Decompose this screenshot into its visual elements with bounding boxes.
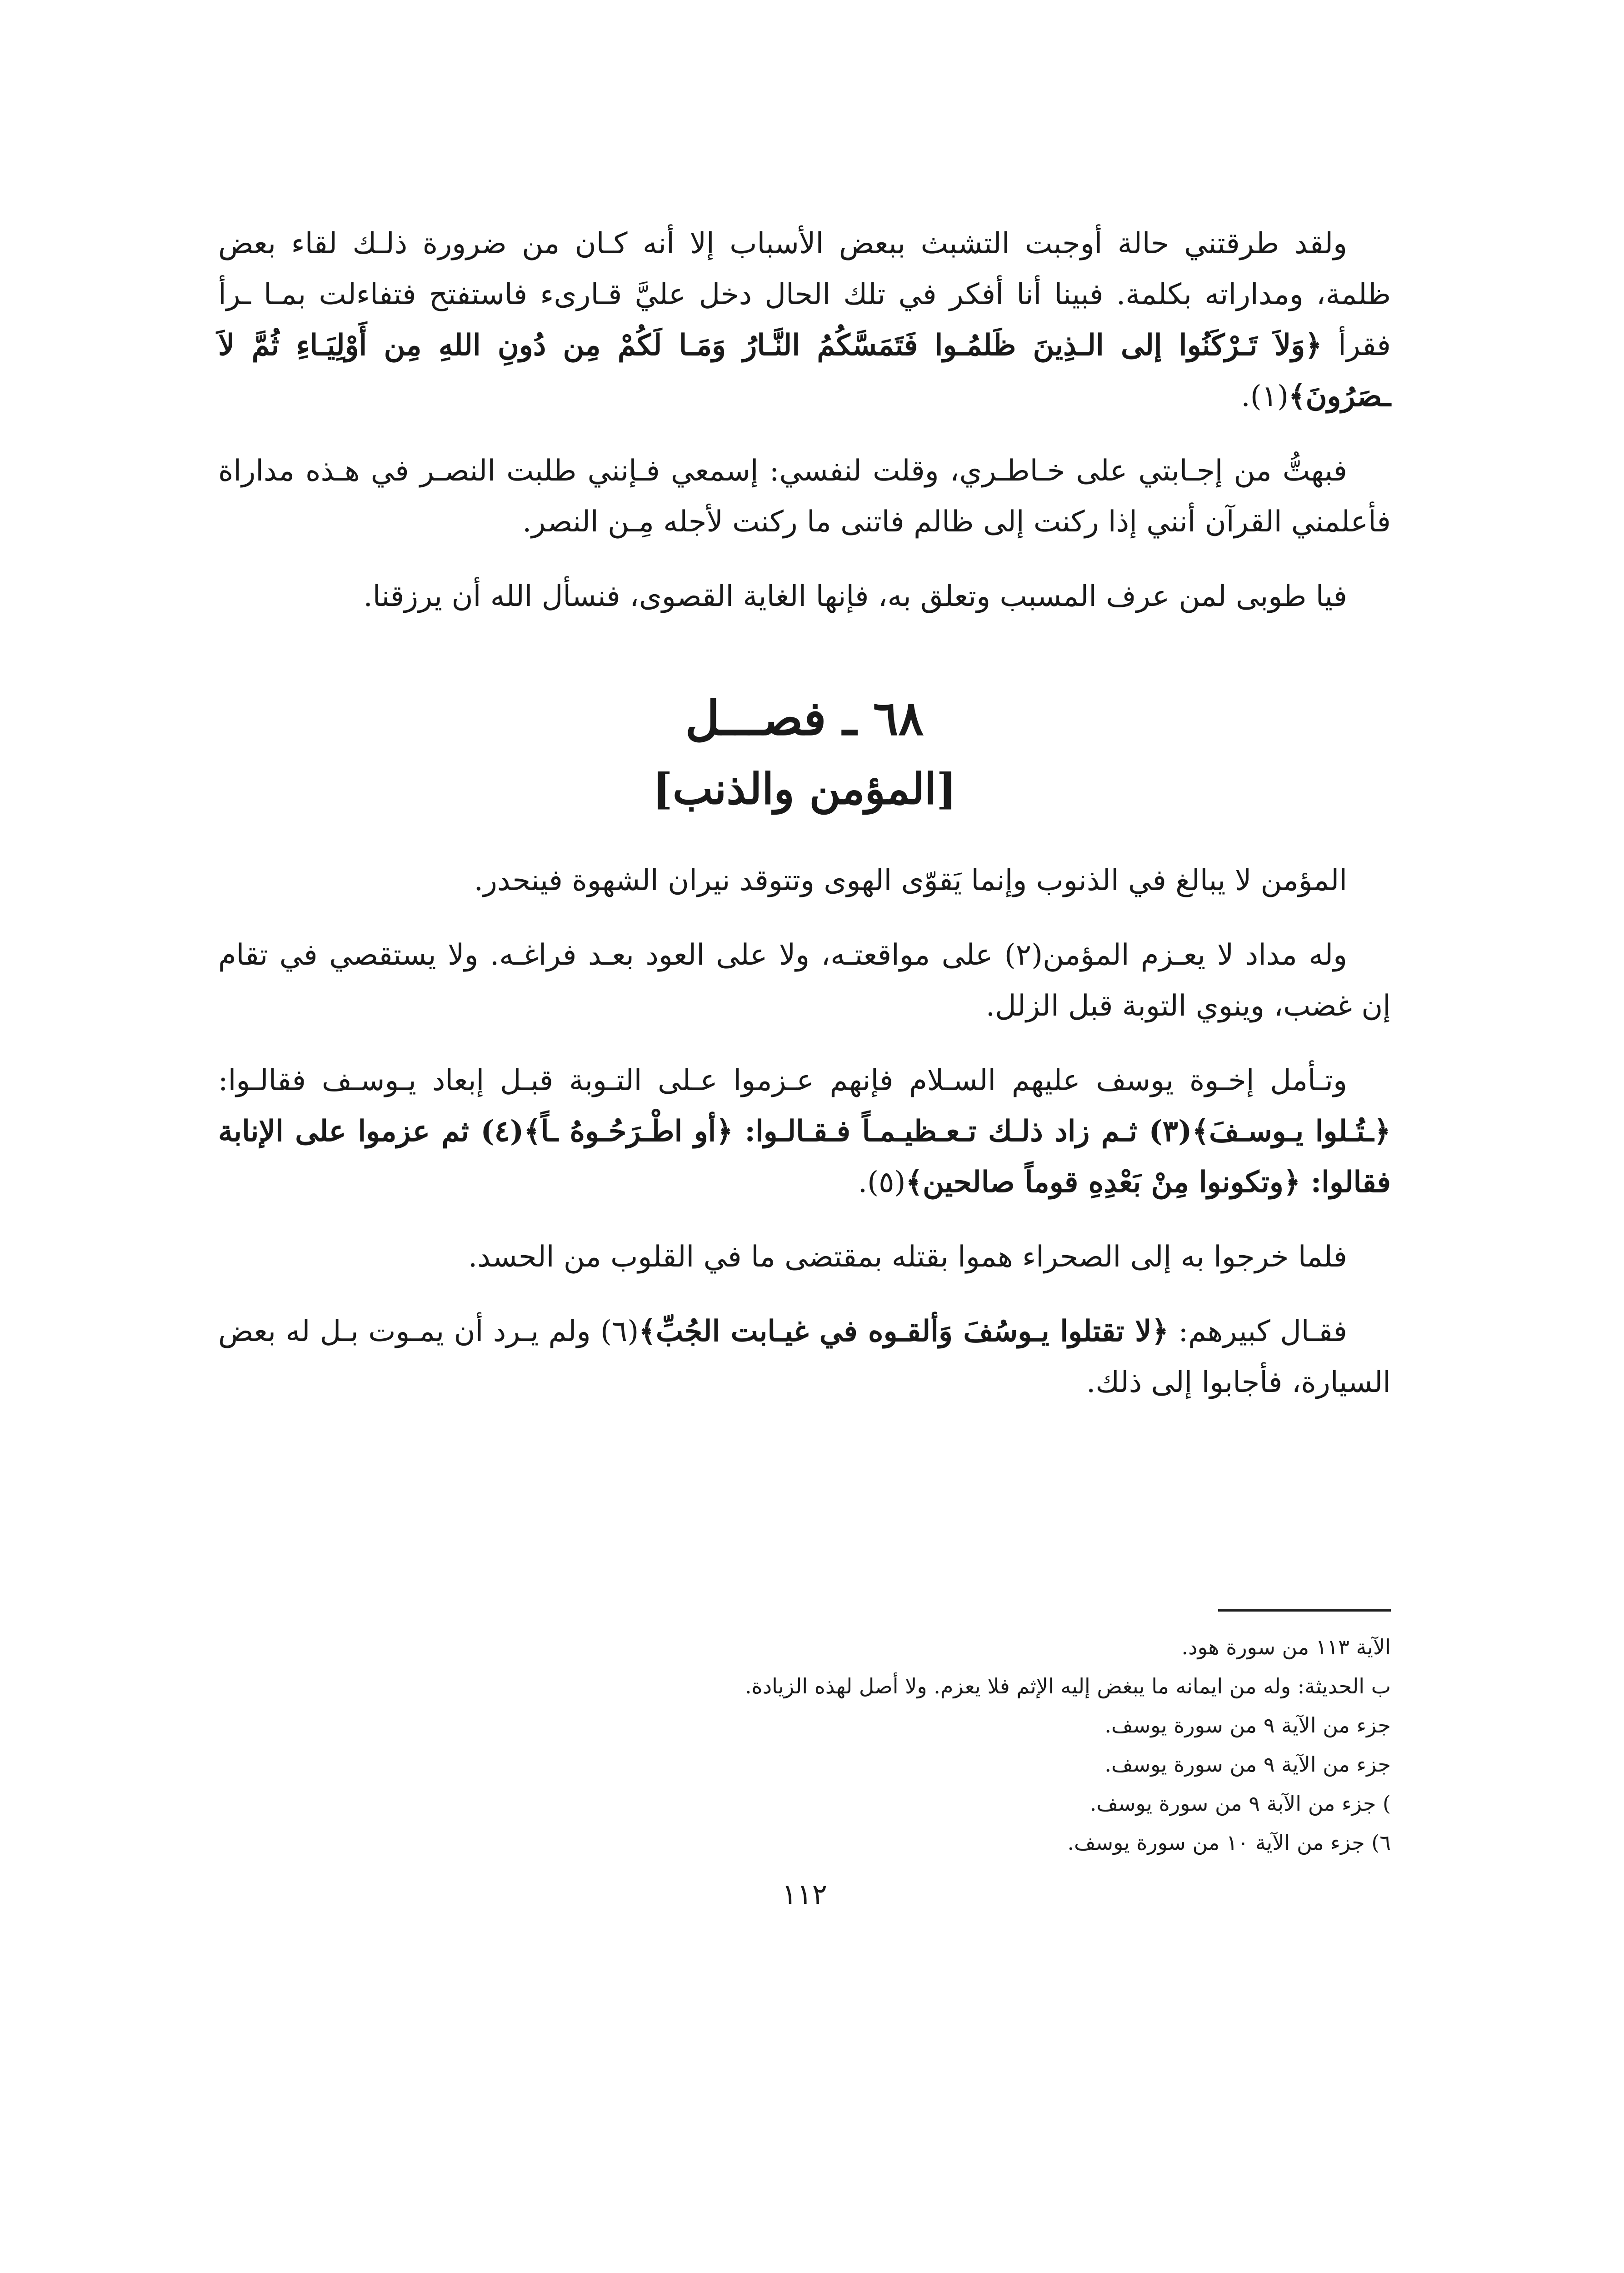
footnote-2: ب الحديثة: وله من ايمانه ما يبغض إليه الإثم فلا يعزم. ولا أصل لهذه الزيادة. xyxy=(745,1674,1391,1698)
paragraph-8 xyxy=(218,1306,1391,1408)
paragraph-2 xyxy=(218,446,1391,547)
paragraph-7-text: فلما خرجوا به إلى الصحراء هموا بقتله بمقتضى ما في القلوب من الحسد. xyxy=(468,1240,1347,1274)
footnote-1: الآية ١١٣ من سورة هود. xyxy=(1181,1635,1391,1659)
footnote-4: جزء من الآية ٩ من سورة يوسف. xyxy=(1104,1752,1391,1777)
footnote-5: ) جزء من الآبة ٩ من سورة يوسف. xyxy=(1089,1791,1391,1816)
bottom-text-block xyxy=(218,855,1391,1408)
paragraph-3-text: فيا طوبى لمن عرف المسبب وتعلق به، فإنها الغاية القصوى، فنسأل الله أن يرزقنا. xyxy=(363,580,1347,613)
paragraph-7 xyxy=(218,1232,1391,1282)
paragraph-1-after: (١). xyxy=(1241,380,1289,413)
paragraph-5 xyxy=(218,930,1391,1031)
book-page xyxy=(218,218,1391,2182)
paragraph-6-after: (٥). xyxy=(858,1166,906,1199)
paragraph-4 xyxy=(218,855,1391,906)
paragraph-3 xyxy=(218,571,1391,622)
quran-verse-3: ﴿لا تقتلوا يـوسُفَ وَألقـوه في غيـابت الجُبِّ﴾ xyxy=(639,1314,1169,1348)
paragraph-8-after: (٦) ولم يـرد أن يمـوت بـل له بعض السيارة، فأجابوا إلى ذلك. xyxy=(218,1315,1391,1399)
footnotes-block xyxy=(218,1627,1391,1862)
quran-verse-2: ﴿ـتُـلوا يـوسـفَ﴾(٣) ثـم زاد ذلـك تـعـظيـمـاً فـقـالـوا: ﴿أو اطْـرَحُـوهُ ـاً﴾(٤) ثم عزموا على الإنابة فقالوا: ﴿وتكونوا مِنْ بَعْدِهِ قوماً صالحين﴾ xyxy=(218,1114,1391,1199)
paragraph-5-text: وله مداد لا يعـزم المؤمن(٢) على مواقعتـه، ولا على العود بعـد فراغـه. ولا يستقصي في تقام إن غضب، وينوي التوبة قبل الزلل. xyxy=(218,938,1391,1023)
paragraph-1 xyxy=(218,218,1391,422)
quran-verse-1: ﴿وَلاَ تَـرْكَنُوا إلى الـذِينَ ظَلمُـوا فَتَمَسَّكُمُ النَّـارُ وَمَـا لَكُمْ مِن دُونِ اللهِ مِن أَوْلِيَـاءِ ثُمَّ لاَ ـصَرُونَ﴾ xyxy=(218,328,1391,413)
page-number: ١١٢ xyxy=(782,1877,827,1911)
section-title-heading: [المؤمن والذنب] xyxy=(652,764,957,814)
paragraph-2-text: فبهتُّ من إجـابتي على خـاطـري، وقلت لنفسي: إسمعي فـإنني طلبت النصـر في هـذه مداراة فأعلمني القرآن أنني إذا ركنت إلى ظالم فاتنى ما ركنت لأجله مِـن النصر. xyxy=(218,454,1391,539)
paragraph-1-text: ولقد طرقتني حالة أوجبت التشبث ببعض الأسباب إلا أنه كـان من ضرورة ذلـك لقاء بعض ظلمة، ومداراته بكلمة. فبينا أنا أفكر في تلك الحال دخل عليَّ قـارىء فاستفتح فتفاءلت بمـا ـرأ فقرأ xyxy=(218,227,1391,362)
paragraph-8-text: فقـال كبيرهم: xyxy=(1169,1315,1347,1348)
footnote-divider xyxy=(1218,1609,1391,1612)
section-number-heading: ٦٨ ـ فصـــل xyxy=(685,690,924,746)
paragraph-4-text: المؤمن لا يبالغ في الذنوب وإنما يَقوّى الهوى وتتوقد نيران الشهوة فينحدر. xyxy=(474,864,1347,897)
paragraph-6 xyxy=(218,1055,1391,1208)
footnote-6: ٦) جزء من الآية ١٠ من سورة يوسف. xyxy=(1067,1830,1391,1855)
paragraph-6-text: وتـأمل إخـوة يوسف عليهم السـلام فإنهم عـزموا عـلى التـوبة قبـل إبعاد يـوسـف فقالـوا: xyxy=(218,1064,1348,1097)
top-text-block xyxy=(218,218,1391,622)
footnote-3: جزء من الآية ٩ من سورة يوسف. xyxy=(1104,1713,1391,1737)
